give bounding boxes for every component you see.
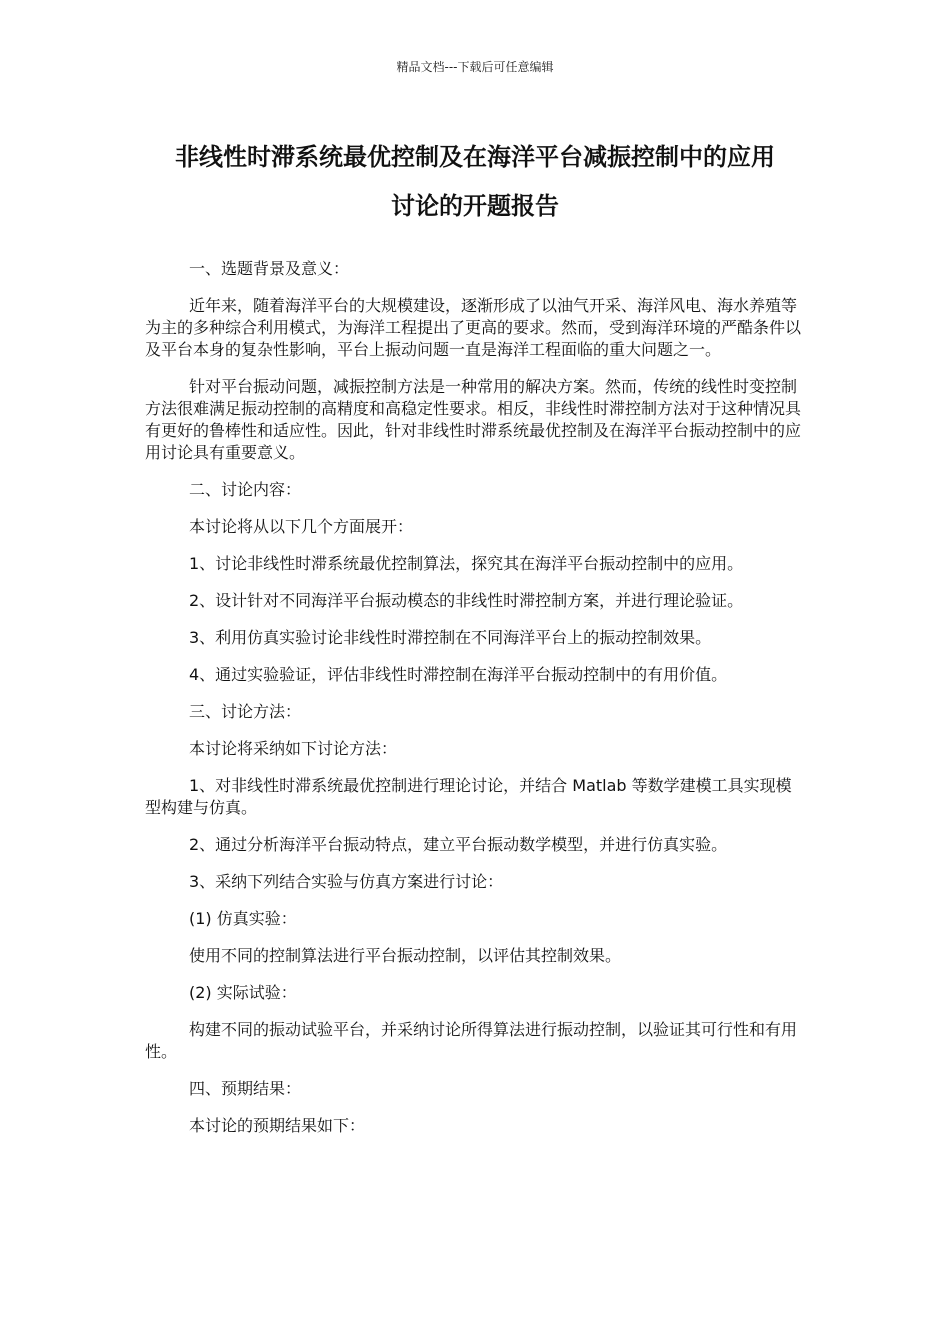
document-title-line-2: 讨论的开题报告 — [391, 192, 559, 220]
paragraph-methods-intro: 本讨论将采纳如下讨论方法： — [189, 739, 398, 758]
list-item-content-3: 3、利用仿真实验讨论非线性时滞控制在不同海洋平台上的振动控制效果。 — [189, 628, 712, 647]
section-heading-content: 二、讨论内容： — [189, 480, 302, 499]
section-heading-methods: 三、讨论方法： — [189, 702, 302, 721]
document-body — [145, 258, 805, 1152]
list-item-methods-1: 1、对非线性时滞系统最优控制进行理论讨论，并结合 Matlab 等数学建模工具实现模型构建与仿真。 — [145, 776, 792, 817]
sub-item-experiment-heading: (2) 实际试验： — [189, 983, 297, 1002]
list-item-content-1: 1、讨论非线性时滞系统最优控制算法，探究其在海洋平台振动控制中的应用。 — [189, 554, 744, 573]
list-item-methods-3: 3、采纳下列结合实验与仿真方案进行讨论： — [189, 872, 504, 891]
list-item-content-4: 4、通过实验验证，评估非线性时滞控制在海洋平台振动控制中的有用价值。 — [189, 665, 728, 684]
sub-item-experiment-text: 构建不同的振动试验平台，并采纳讨论所得算法进行振动控制，以验证其可行性和有用性。 — [145, 1020, 798, 1061]
sub-item-simulation-heading: (1) 仿真实验： — [189, 909, 297, 928]
sub-item-simulation-text: 使用不同的控制算法进行平台振动控制，以评估其控制效果。 — [189, 946, 622, 965]
header-note: 精品文档---下载后可任意编辑 — [396, 60, 554, 74]
document-title-line-1: 非线性时滞系统最优控制及在海洋平台减振控制中的应用 — [175, 143, 775, 171]
paragraph-content-intro: 本讨论将从以下几个方面展开： — [189, 517, 414, 536]
paragraph-background-2: 针对平台振动问题，减振控制方法是一种常用的解决方案。然而，传统的线性时变控制方法很难满足振动控制的高精度和高稳定性要求。相反，非线性时滞控制方法对于这种情况具有更好的鲁棒性和适应性。因此，针对非线性时滞系统最优控制及在海洋平台振动控制中的应用讨论具有重要意义。 — [145, 377, 802, 462]
section-heading-results: 四、预期结果： — [189, 1079, 302, 1098]
paragraph-results-intro: 本讨论的预期结果如下： — [189, 1116, 366, 1135]
list-item-methods-2: 2、通过分析海洋平台振动特点，建立平台振动数学模型，并进行仿真实验。 — [189, 835, 728, 854]
paragraph-background-1: 近年来，随着海洋平台的大规模建设，逐渐形成了以油气开采、海洋风电、海水养殖等为主的多种综合利用模式，为海洋工程提出了更高的要求。然而，受到海洋环境的严酷条件以及平台本身的复杂性影响，平台上振动问题一直是海洋工程面临的重大问题之一。 — [145, 296, 802, 359]
section-heading-background: 一、选题背景及意义： — [189, 259, 350, 278]
list-item-content-2: 2、设计针对不同海洋平台振动模态的非线性时滞控制方案，并进行理论验证。 — [189, 591, 744, 610]
